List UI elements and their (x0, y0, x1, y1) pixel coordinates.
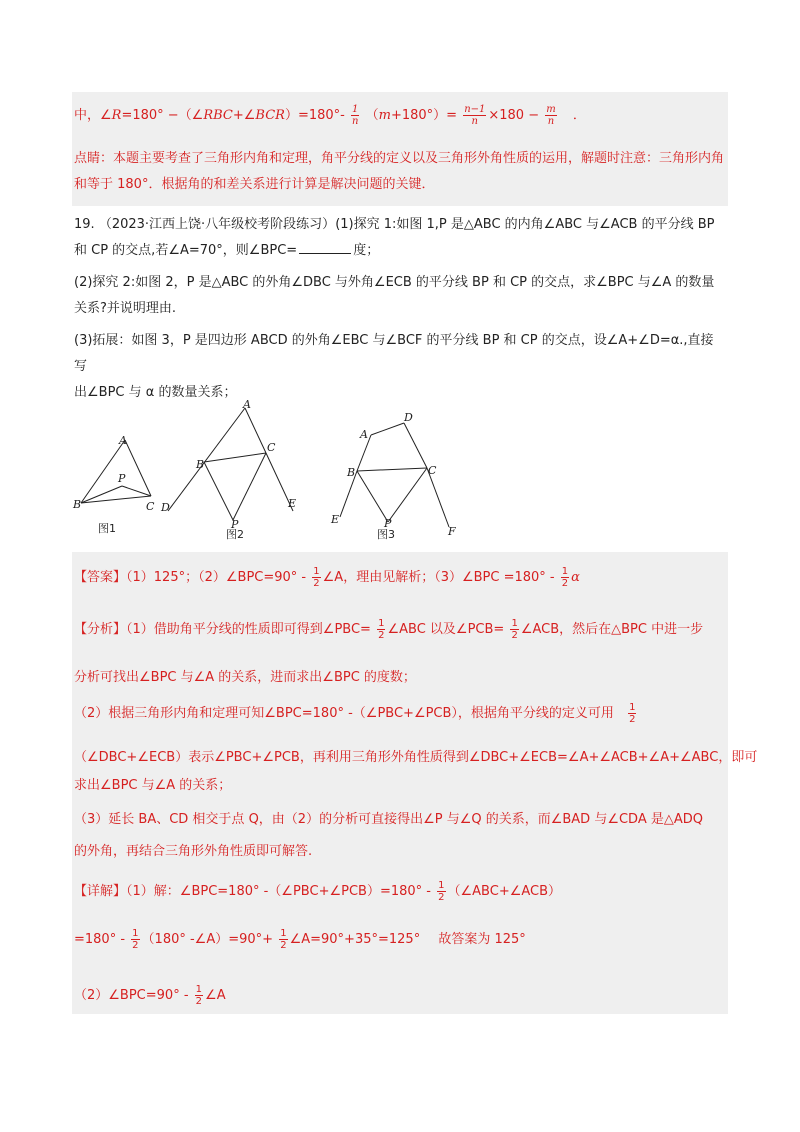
fraction-m-over-n: $\frac{m}{n}$ (546, 104, 556, 127)
analysis-line-3: （2）根据三角形内角和定理可知∠BPC=180° -（∠PBC+∠PCB），根据角平分线的定义可用 $\frac{1}{2}$ (74, 702, 636, 725)
fraction-half: $\frac{1}{2}$ (132, 928, 139, 951)
fig3-label-P: P (384, 517, 392, 530)
fig1-caption: 图1 (98, 522, 116, 535)
analysis-line-5: 求出∠BPC 与∠A 的关系； (74, 778, 232, 793)
fig1-label-A: A (119, 434, 127, 447)
fraction-half: $\frac{1}{2}$ (511, 618, 518, 641)
detail-line-2: =180° - $\frac{1}{2}$ （180° -∠A）=90°+ $\frac{1}{2}$ ∠A=90°+35°=125° 故答案为 125° (74, 928, 526, 951)
fraction-half: $\frac{1}{2}$ (313, 566, 320, 589)
fraction-half: $\frac{1}{2}$ (280, 928, 287, 951)
detail-line-1: 【详解】（1）解：∠BPC=180° -（∠PBC+∠PCB）=180° - $\frac{1}{2}$ （∠ABC+∠ACB） (74, 880, 562, 903)
fraction-1-over-n: $\frac{1}{n}$ (352, 104, 359, 127)
fig2-label-A: A (243, 398, 251, 411)
fraction-half: $\frac{1}{2}$ (378, 618, 385, 641)
fig2-label-P: P (231, 518, 239, 531)
fraction-half: $\frac{1}{2}$ (195, 984, 203, 1007)
fraction-half: $\frac{1}{2}$ (561, 566, 569, 589)
question-line-1: 19. （2023·江西上饶·八年级校考阶段练习）(1)探究 1:如图 1,P 是△ABC 的内角∠ABC 与∠ACB 的平分线 BP (74, 217, 715, 232)
fraction-half: $\frac{1}{2}$ (629, 702, 636, 725)
fig3-label-A: A (360, 428, 368, 441)
analysis-line-7: 的外角，再结合三角形外角性质即可解答. (74, 844, 313, 859)
hint-paragraph: 点睛：本题主要考查了三角形内角和定理，角平分线的定义以及三角形外角性质的运用，解题时注意：三角形内角和等于 180°．根据角的和差关系进行计算是解决问题的关键． (74, 151, 725, 192)
fig2-label-E: E (288, 497, 297, 510)
question-line-3: (2)探究 2:如图 2，P 是△ABC 的外角∠DBC 与外角∠ECB 的平分线 BP 和 CP 的交点，求∠BPC 与∠A 的数量 (74, 275, 715, 290)
fig3-caption: 图3 (377, 528, 395, 541)
fraction-n-minus-1-over-n: $\frac{n-1}{n}$ (464, 104, 486, 127)
fig1-label-B: B (73, 498, 82, 511)
answer-line: 【答案】（1）125°；（2）∠BPC=90° - $\frac{1}{2}$ ∠A，理由见解析；（3）∠BPC =180° - $\frac{1}{2}$ α (74, 566, 580, 589)
fig3-label-C: C (428, 464, 437, 477)
analysis-line-2: 分析可找出∠BPC 与∠A 的关系，进而求出∠BPC 的度数； (74, 670, 416, 685)
fig3-label-D: D (404, 411, 413, 424)
fig2-label-C: C (267, 441, 276, 454)
question-19 (74, 212, 726, 406)
analysis-line-1: 【分析】（1）借助角平分线的性质即可得到∠PBC= $\frac{1}{2}$ ∠ABC 以及∠PCB= $\frac{1}{2}$ ∠ACB，然后在△BPC 中进一步 (74, 618, 704, 641)
fig1-label-C: C (146, 500, 155, 513)
analysis-line-4: （∠DBC+∠ECB）表示∠PBC+∠PCB，再利用三角形外角性质得到∠DBC+∠ECB=∠A+∠ACB+∠A+∠ABC，即可 (74, 750, 758, 765)
fig1-label-P: P (118, 472, 126, 485)
fraction-half: $\frac{1}{2}$ (438, 880, 445, 903)
question-line-4: 关系?并说明理由. (74, 301, 177, 316)
fig2-caption: 图2 (226, 528, 244, 541)
fig2-label-B: B (196, 458, 205, 471)
question-line-6: 出∠BPC 与 α 的数量关系； (74, 385, 237, 400)
geometry-figures (0, 390, 800, 550)
fig3-label-E: E (331, 513, 340, 526)
fig2-label-D: D (161, 501, 170, 514)
question-line-5: (3)拓展：如图 3，P 是四边形 ABCD 的外角∠EBC 与∠BCF 的平分线 BP 和 CP 的交点，设∠A+∠D=α.,直接写 (74, 333, 714, 374)
detail-line-3: （2）∠BPC=90° - $\frac{1}{2}$ ∠A (74, 984, 226, 1007)
formula-line: 中，∠R=180° −（∠RBC+∠BCR）=180°- $\frac{1}{n}$ （m+180°）= $\frac{n-1}{n}$ ×180 − $\frac{m}{n}$ ． (74, 104, 586, 127)
fig3-label-B: B (347, 466, 356, 479)
analysis-line-6: （3）延长 BA、CD 相交于点 Q，由（2）的分析可直接得出∠P 与∠Q 的关系，而∠BAD 与∠CDA 是△ADQ (74, 812, 703, 827)
answer-blank (299, 253, 351, 254)
fig3-label-F: F (448, 525, 456, 538)
question-line-2: 和 CP 的交点,若∠A=70°，则∠BPC= 度； (74, 243, 380, 258)
